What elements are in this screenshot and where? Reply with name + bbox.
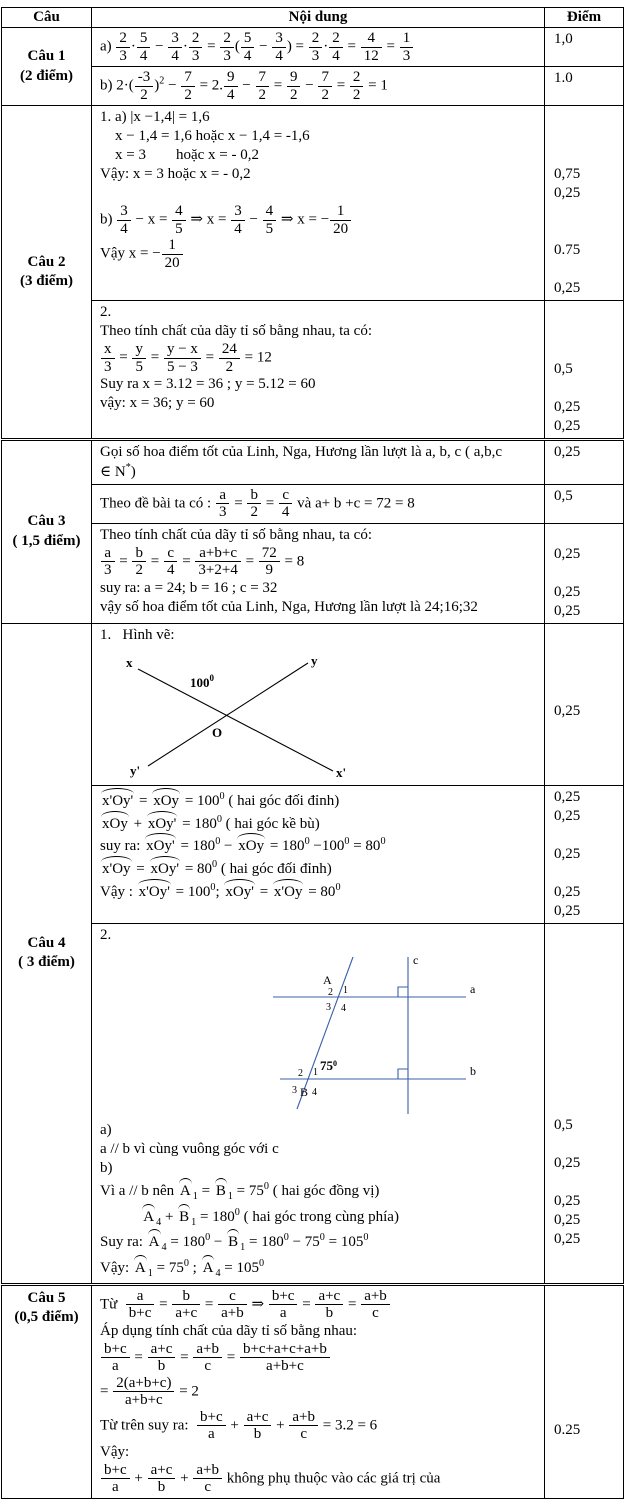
- fraction: $\frac{b}{a+c}$: [171, 1288, 201, 1322]
- question-label-line: (0,5 điểm): [14, 1309, 79, 1326]
- content-line: Theo tính chất của dãy tỉ số bằng nhau, ta có:: [100, 526, 372, 543]
- fraction: $\frac{a+b+c}{3+2+4}$: [194, 545, 241, 579]
- score-value: 0,25: [554, 902, 581, 919]
- score-value: 0,25: [554, 280, 581, 296]
- fraction: $\frac{2}{3}$: [308, 30, 324, 64]
- line-y-yprime: [148, 663, 308, 766]
- fraction: $\frac{b+c}{a}$: [196, 1409, 227, 1443]
- score-value: [554, 1173, 621, 1192]
- table-row: [2, 523, 624, 623]
- label-y-prime: y': [130, 762, 141, 778]
- question-label: [2, 440, 92, 624]
- score-value: 0.25: [554, 1421, 581, 1438]
- score-value: [554, 322, 621, 341]
- label-angle-100: $100^0$: [190, 672, 214, 690]
- question-label: [2, 106, 92, 440]
- content-line: = $\frac{2(a+b+c)}{a+b+c}$ = 2: [100, 1374, 199, 1409]
- fraction: $\frac{3}{4}$: [167, 30, 183, 64]
- fraction: $\frac{a+c}{b}$: [243, 1409, 273, 1443]
- header-cau: Câu: [2, 8, 92, 28]
- figure-crossing-lines: [108, 651, 368, 781]
- content-line: A $_4$ + B $_1 = 180^0$ ( hai góc trong cùng phía): [100, 1204, 540, 1230]
- score-value: [554, 303, 621, 322]
- content-line: Suy ra x = 3.12 = 36 ; y = 5.12 = 60: [100, 376, 316, 392]
- points-cell: [545, 67, 624, 106]
- fraction: $\frac{7}{2}$: [317, 69, 333, 103]
- table-row: [2, 1284, 624, 1498]
- label-x-prime: x': [336, 764, 347, 780]
- content-line: Vậy: A $_1 = 75^0$ ; A $_4 = 105^0$: [100, 1255, 540, 1281]
- content-cell: [92, 440, 545, 485]
- fraction: $\frac{x}{3}$: [100, 341, 116, 375]
- fraction: $\frac{a}{3}$: [100, 545, 116, 579]
- score-value: [554, 664, 621, 683]
- fraction: $\frac{2}{3}$: [115, 30, 131, 64]
- fraction: $\frac{b+c}{a}$: [100, 1341, 131, 1375]
- fraction: $\frac{1}{3}$: [399, 30, 415, 64]
- content-cell: [92, 301, 545, 440]
- score-value: 0,5: [554, 487, 573, 504]
- score-value: 0,5: [554, 1116, 573, 1133]
- content-line: suy ra: $xOy' = 180^0$ − xOy = $180^0 -100^0 = 80^0$: [100, 833, 540, 856]
- fraction: $\frac{c}{a+b}$: [217, 1288, 248, 1322]
- content-line: b) $\frac{3}{4}$ − x = $\frac{4}{5}$ ⇒ x = $\frac{3}{4}$ − $\frac{4}{5}$ ⇒ x = − $\frac{1}{20}$: [100, 203, 540, 237]
- fraction: $\frac{a+c}{b}$: [314, 1288, 344, 1322]
- score-value: [554, 926, 621, 945]
- score-value: 0,25: [554, 1192, 581, 1209]
- angle-number-A4: 4: [341, 1002, 346, 1014]
- angle-hat: A: [201, 1255, 216, 1278]
- fraction: $\frac{1}{20}$: [329, 203, 352, 237]
- content-line: a) $\frac{2}{3}$ · $\frac{5}{4}$ − $\frac{3}{4}$ · $\frac{2}{3}$ = $\frac{2}{3}$ ( $\frac{5}{4}$ − $\frac{3}{4}$ ) = $\frac{2}{3}$ · $\frac{2}{4}$ = $\frac{4}{12}$ = $\frac{1}{3}$: [100, 30, 540, 64]
- fraction: $\frac{1}{20}$: [161, 237, 184, 271]
- content-line: 2.: [100, 304, 112, 320]
- score-value: [554, 1135, 621, 1154]
- fraction: $\frac{3}{4}$: [116, 203, 132, 237]
- fraction: $\frac{a+c}{b}$: [147, 1341, 177, 1375]
- score-value: [554, 1059, 621, 1078]
- question-label-line: Câu 2: [27, 253, 66, 270]
- fraction: $\frac{4}{5}$: [262, 203, 278, 237]
- score-value: [554, 683, 621, 702]
- score-value: [554, 222, 621, 241]
- content-line: $\frac{b+c}{a}$ = $\frac{a+c}{b}$ = $\frac{a+b}{c}$ = $\frac{b+c+a+c+a+b}{a+b+c}$: [100, 1341, 540, 1375]
- angle-number-A3: 3: [326, 1001, 331, 1013]
- question-label: [2, 28, 92, 106]
- fraction: $\frac{y - x}{5 - 3}$: [163, 341, 202, 375]
- score-value: [554, 1097, 621, 1116]
- fraction: $\frac{c}{4}$: [163, 545, 179, 579]
- content-cell: [92, 106, 545, 301]
- fraction: $\frac{9}{2}$: [286, 69, 302, 103]
- score-value: 0,25: [554, 788, 581, 805]
- content-line: Từ trên suy ra: $\frac{b+c}{a}$ + $\frac{a+c}{b}$ + $\frac{a+b}{c}$ = 3.2 = 6: [100, 1408, 378, 1443]
- score-value: [554, 146, 621, 165]
- fraction: $\frac{b+c+a+c+a+b}{a+b+c}$: [239, 1341, 331, 1375]
- figure-parallel-lines: [268, 949, 483, 1119]
- score-value: [554, 341, 621, 360]
- fraction: $\frac{-3}{2}$: [134, 69, 155, 103]
- question-label: [2, 1284, 92, 1498]
- points-cell: [545, 440, 624, 485]
- score-value: 1,0: [554, 31, 573, 47]
- header-row: [2, 8, 624, 28]
- score-value: 0,25: [554, 807, 581, 824]
- angle-hat: x'Oy: [100, 856, 133, 879]
- score-value: [554, 964, 621, 983]
- right-angle-mark-a: [398, 987, 408, 997]
- question-label-line: (3 điểm): [20, 273, 73, 289]
- content-line: Vậy: x = 3 hoặc x = - 0,2: [100, 166, 251, 182]
- fraction: $\frac{4}{12}$: [360, 30, 383, 64]
- score-value: [554, 983, 621, 1002]
- score-value: [554, 864, 621, 883]
- angle-hat: xOy': [146, 811, 179, 834]
- label-b: b: [470, 1063, 476, 1078]
- score-value: 0.75: [554, 242, 581, 258]
- content-cell: [92, 1284, 545, 1498]
- content-line: Từ $\frac{a}{b+c}$ = $\frac{b}{a+c}$ = $\frac{c}{a+b}$ ⇒ $\frac{b+c}{a}$ = $\frac{a+c}{b}$ = $\frac{a+b}{c}$: [100, 1288, 540, 1322]
- angle-hat: xOy': [223, 879, 256, 902]
- score-value: [554, 1021, 621, 1040]
- label-x: x: [126, 654, 133, 670]
- table-row: [2, 301, 624, 440]
- score-value: 0,25: [554, 545, 581, 562]
- fraction: $\frac{b}{2}$: [246, 487, 262, 521]
- angle-hat: x'Oy': [100, 788, 135, 811]
- fraction: $\frac{72}{9}$: [258, 545, 281, 579]
- fraction: $\frac{a+b}{c}$: [192, 1462, 223, 1496]
- fraction: $\frac{y}{5}$: [131, 341, 147, 375]
- angle-number-A1: 1: [343, 984, 348, 996]
- content-line: Theo tính chất của dãy tỉ số bằng nhau, ta có:: [100, 323, 372, 339]
- score-value: [554, 1078, 621, 1097]
- content-cell: [92, 28, 545, 67]
- content-line: $\frac{a}{3}$ = $\frac{b}{2}$ = $\frac{c}{4}$ = $\frac{a+b+c}{3+2+4}$ = $\frac{72}{9}$ = 8: [100, 545, 540, 579]
- points-cell: [545, 623, 624, 785]
- angle-hat: x'Oy': [137, 879, 172, 902]
- fraction: $\frac{3}{4}$: [271, 30, 287, 64]
- content-line: 1. a) |x −1,4| = 1,6: [100, 109, 210, 125]
- score-value: [554, 945, 621, 964]
- right-angle-mark-b: [398, 1069, 408, 1079]
- table-row: [2, 440, 624, 485]
- label-B: B: [300, 1084, 309, 1099]
- score-value: 0,25: [554, 583, 581, 600]
- score-value: 0,25: [554, 444, 581, 460]
- angle-number-B4: 4: [312, 1086, 317, 1098]
- angle-number-B2: 2: [298, 1067, 303, 1079]
- fraction: $\frac{a}{b+c}$: [125, 1288, 156, 1322]
- score-value: [554, 379, 621, 398]
- angle-hat: B: [177, 1204, 191, 1227]
- fraction: $\frac{2}{3}$: [219, 30, 235, 64]
- points-cell: [545, 523, 624, 623]
- angle-hat: xOy: [236, 833, 266, 856]
- angle-hat: xOy': [144, 833, 177, 856]
- fraction: $\frac{a+b}{c}$: [288, 1409, 319, 1443]
- line-x-xprime: [138, 669, 333, 771]
- label-y: y: [311, 652, 318, 668]
- table-row: [2, 28, 624, 67]
- score-value: 1.0: [554, 70, 573, 86]
- question-label-line: Câu 5: [27, 1289, 66, 1306]
- angle-hat: x'Oy: [272, 879, 305, 902]
- content-line: Vậy:: [100, 1443, 130, 1460]
- angle-number-A2: 2: [328, 986, 333, 998]
- score-value: [554, 108, 621, 127]
- table-row: [2, 67, 624, 106]
- score-value: [554, 1402, 621, 1421]
- score-value: [554, 1326, 621, 1345]
- points-cell: [545, 106, 624, 301]
- table-row: [2, 106, 624, 301]
- content-line: vậy số hoa điểm tốt của Linh, Nga, Hương lần lượt là 24;16;32: [100, 598, 478, 615]
- fraction: $\frac{2}{3}$: [188, 30, 204, 64]
- content-cell: [92, 923, 545, 1284]
- score-value: [554, 1345, 621, 1364]
- score-value: [554, 1040, 621, 1059]
- content-cell: [92, 67, 545, 106]
- table-row: [2, 785, 624, 923]
- fraction: $\frac{5}{4}$: [136, 30, 152, 64]
- score-value: 0,25: [554, 602, 581, 619]
- fraction: $\frac{7}{2}$: [180, 69, 196, 103]
- points-cell: [545, 785, 624, 923]
- table-row: [2, 623, 624, 785]
- content-line: vậy: x = 36; y = 60: [100, 395, 215, 411]
- score-value: [554, 526, 621, 545]
- content-line: [100, 184, 540, 203]
- angle-hat: xOy: [151, 788, 181, 811]
- fraction: $\frac{2}{2}$: [349, 69, 365, 103]
- score-value: [554, 203, 621, 222]
- score-value: [554, 127, 621, 146]
- content-line: b): [100, 1159, 113, 1176]
- content-line: Áp dụng tính chất của dãy tỉ số bằng nhau:: [100, 1322, 358, 1339]
- label-O: O: [212, 724, 223, 740]
- fraction: $\frac{c}{4}$: [278, 487, 294, 521]
- score-value: [554, 826, 621, 845]
- content-line: xOy + $xOy' = 180^0$ ( hai góc kề bù): [100, 811, 540, 834]
- question-label-line: Câu 1: [27, 48, 66, 64]
- content-line: suy ra: a = 24; b = 16 ; c = 32: [100, 579, 278, 596]
- content-line: x − 1,4 = 1,6 hoặc x − 1,4 = -1,6: [100, 128, 310, 144]
- content-line: $\frac{b+c}{a}$ + $\frac{a+c}{b}$ + $\frac{a+b}{c}$ không phụ thuộc vào các giá trị của: [100, 1462, 540, 1496]
- score-value: 0,25: [554, 418, 581, 434]
- content-cell: [92, 523, 545, 623]
- content-line: Vì a // b nên A $_1$ = B $_1 = 75^0$ ( hai góc đồng vị): [100, 1178, 540, 1204]
- fraction: $\frac{b}{2}$: [131, 545, 147, 579]
- score-value: 0,75: [554, 166, 581, 182]
- question-label-line: Câu 4: [27, 934, 66, 951]
- angle-hat: B: [214, 1178, 228, 1201]
- score-value: [554, 1002, 621, 1021]
- score-value: 0,25: [554, 702, 581, 719]
- score-value: 0,25: [554, 1211, 581, 1228]
- question-label: [2, 623, 92, 1284]
- content-line: $\frac{x}{3}$ = $\frac{y}{5}$ = $\frac{y - x}{5 - 3}$ = $\frac{24}{2}$ = 12: [100, 341, 540, 375]
- content-line: ∈ N*): [100, 462, 136, 480]
- score-value: [554, 645, 621, 664]
- score-value: 0,25: [554, 845, 581, 862]
- fraction: $\frac{a+c}{b}$: [147, 1462, 177, 1496]
- score-value: 0,25: [554, 883, 581, 900]
- fraction: $\frac{b+c}{a}$: [268, 1288, 299, 1322]
- label-A: A: [323, 972, 332, 987]
- fraction: $\frac{24}{2}$: [218, 341, 241, 375]
- content-line: Vậy x = − $\frac{1}{20}$: [100, 237, 540, 271]
- angle-hat: A: [133, 1255, 148, 1278]
- angle-number-B3: 3: [292, 1084, 297, 1096]
- score-value: [554, 1383, 621, 1402]
- content-line: Theo đề bài ta có : $\frac{a}{3}$ = $\frac{b}{2}$ = $\frac{c}{4}$ và a+ b +c = 72 = 8: [100, 486, 415, 521]
- angle-hat: xOy': [149, 856, 182, 879]
- points-cell: [545, 301, 624, 440]
- content-line: Suy ra: A $_4 = 180^0 - B$ $_1 = 180^0 - 75^0 = 105^0$: [100, 1229, 540, 1255]
- content-line: a): [100, 1121, 112, 1138]
- score-value: [554, 260, 621, 279]
- angle-hat: A: [178, 1178, 193, 1201]
- content-cell: [92, 484, 545, 523]
- fraction: $\frac{3}{4}$: [230, 203, 246, 237]
- fraction: $\frac{2}{4}$: [328, 30, 344, 64]
- table-row: [2, 923, 624, 1284]
- angle-number-B1: 1: [313, 1066, 318, 1078]
- points-cell: [545, 1284, 624, 1498]
- content-line: x = 3 hoặc x = - 0,2: [100, 147, 259, 163]
- fraction: $\frac{b+c}{a}$: [100, 1462, 131, 1496]
- score-value: 0,25: [554, 1230, 581, 1247]
- label-a: a: [470, 981, 476, 996]
- fraction: $\frac{a}{3}$: [215, 487, 231, 521]
- score-value: 0,25: [554, 185, 581, 201]
- content-line: $x'Oy = xOy' = 80^0$ ( hai góc đối đỉnh): [100, 856, 540, 879]
- score-value: [554, 1307, 621, 1326]
- content-cell: [92, 785, 545, 923]
- fraction: $\frac{a+b}{c}$: [360, 1288, 391, 1322]
- score-value: 0,25: [554, 399, 581, 415]
- answer-key-table: [1, 7, 624, 1499]
- fraction: $\frac{2(a+b+c)}{a+b+c}$: [112, 1375, 175, 1409]
- points-cell: [545, 484, 624, 523]
- fraction: $\frac{a+b}{c}$: [192, 1341, 223, 1375]
- header-noidung: Nội dung: [92, 8, 545, 28]
- content-line: x'Oy' = xOy = $100^0$ ( hai góc đối đỉnh): [100, 788, 540, 811]
- score-value: [554, 626, 621, 645]
- score-value: [554, 1364, 621, 1383]
- angle-hat: xOy: [100, 811, 130, 834]
- fraction: $\frac{4}{5}$: [171, 203, 187, 237]
- fraction: $\frac{9}{4}$: [223, 69, 239, 103]
- label-c: c: [413, 952, 419, 967]
- fraction: $\frac{5}{4}$: [240, 30, 256, 64]
- content-line: Gọi số hoa điểm tốt của Linh, Nga, Hương lần lượt là a, b, c ( a,b,c: [100, 444, 503, 460]
- content-line: Vậy : $x'Oy' = 100^0$; $xOy' = x'Oy = 80^0$: [100, 879, 540, 902]
- points-cell: [545, 923, 624, 1284]
- question-label-line: ( 3 điểm): [18, 954, 75, 971]
- content-line: a // b vì cùng vuông góc với c: [100, 1140, 279, 1157]
- points-cell: [545, 28, 624, 67]
- question-label-line: Câu 3: [27, 513, 66, 530]
- content-line: 1. Hình vẽ:: [100, 626, 175, 643]
- question-label-line: (2 điểm): [20, 67, 73, 84]
- score-value: 0,5: [554, 361, 573, 377]
- table-row: [2, 484, 624, 523]
- score-value: 0,25: [554, 1154, 581, 1171]
- label-angle-75: $75^0$: [320, 1057, 337, 1073]
- score-value: [554, 1288, 621, 1307]
- angle-hat: B: [226, 1229, 240, 1252]
- content-line: b) 2·( $\frac{-3}{2}$ )$^2$ − $\frac{7}{2}$ = 2. $\frac{9}{4}$ − $\frac{7}{2}$ = $\frac{9}{2}$ − $\frac{7}{2}$ = $\frac{2}{2}$ = 1: [100, 69, 388, 103]
- content-cell: [92, 623, 545, 785]
- score-value: [554, 564, 621, 583]
- fraction: $\frac{7}{2}$: [255, 69, 271, 103]
- header-diem: Điểm: [545, 8, 624, 28]
- question-label-line: ( 1,5 điểm): [12, 532, 81, 549]
- angle-hat: A: [141, 1204, 156, 1227]
- content-line: 2.: [100, 926, 112, 943]
- angle-hat: A: [147, 1229, 162, 1252]
